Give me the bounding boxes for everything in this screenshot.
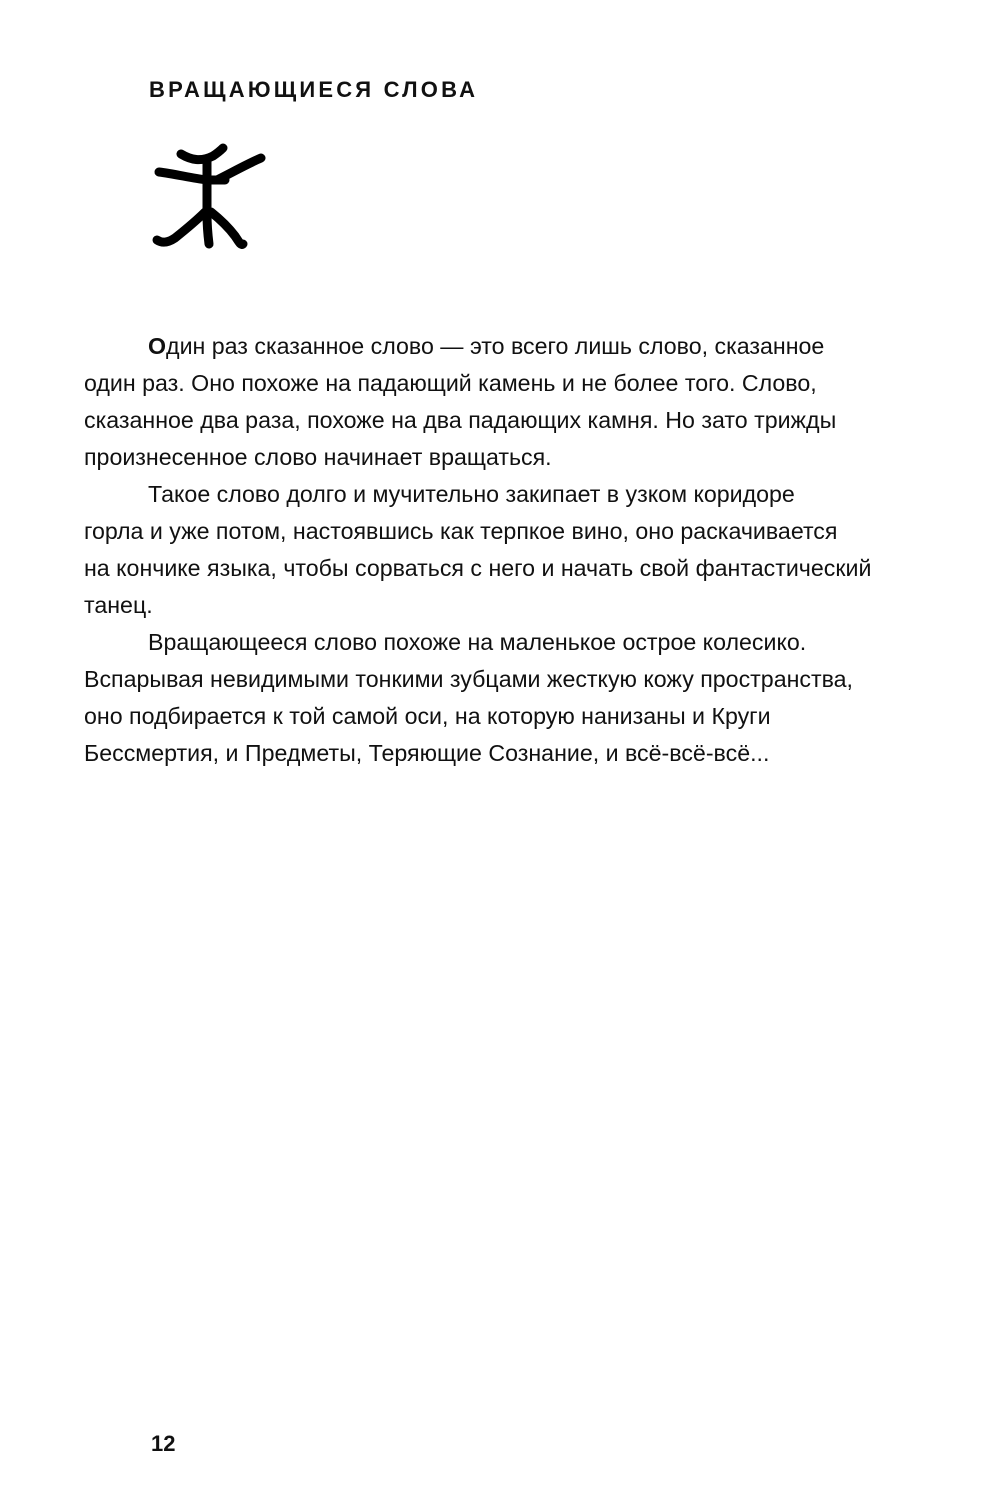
paragraph-line: Один раз сказанное слово — это всего лишь слово, сказанное [148, 333, 825, 359]
paragraph-line: Такое слово долго и мучительно закипает в узком коридоре [148, 481, 795, 507]
paragraph-line: произнесенное слово начинает вращаться. [84, 444, 552, 470]
paragraph-line: танец. [84, 592, 153, 618]
dancing-figure-icon [145, 140, 270, 255]
paragraph-line: Бессмертия, и Предметы, Теряющие Сознание, и всё-всё-всё... [84, 740, 770, 766]
paragraph-line: Вспарывая невидимыми тонкими зубцами жесткую кожу пространства, [84, 666, 854, 692]
paragraph-2 [84, 476, 954, 624]
paragraph-line: оно подбирается к той самой оси, на которую нанизаны и Круги [84, 703, 771, 729]
paragraph-1 [84, 328, 954, 476]
paragraph-line: один раз. Оно похоже на падающий камень и не более того. Слово, [84, 370, 817, 396]
page-number: 12 [151, 1431, 176, 1456]
paragraph-line: Вращающееся слово похоже на маленькое острое колесико. [148, 629, 807, 655]
paragraph-3 [84, 624, 954, 772]
paragraph-line: горла и уже потом, настоявшись как терпкое вино, оно раскачивается [84, 518, 838, 544]
first-letter: О [148, 333, 167, 359]
page-title: ВРАЩАЮЩИЕСЯ СЛОВА [149, 77, 479, 102]
paragraph-line: сказанное два раза, похоже на два падающих камня. Но зато трижды [84, 407, 837, 433]
body-text [84, 328, 954, 772]
paragraph-line: на кончике языка, чтобы сорваться с него и начать свой фантастический [84, 555, 872, 581]
